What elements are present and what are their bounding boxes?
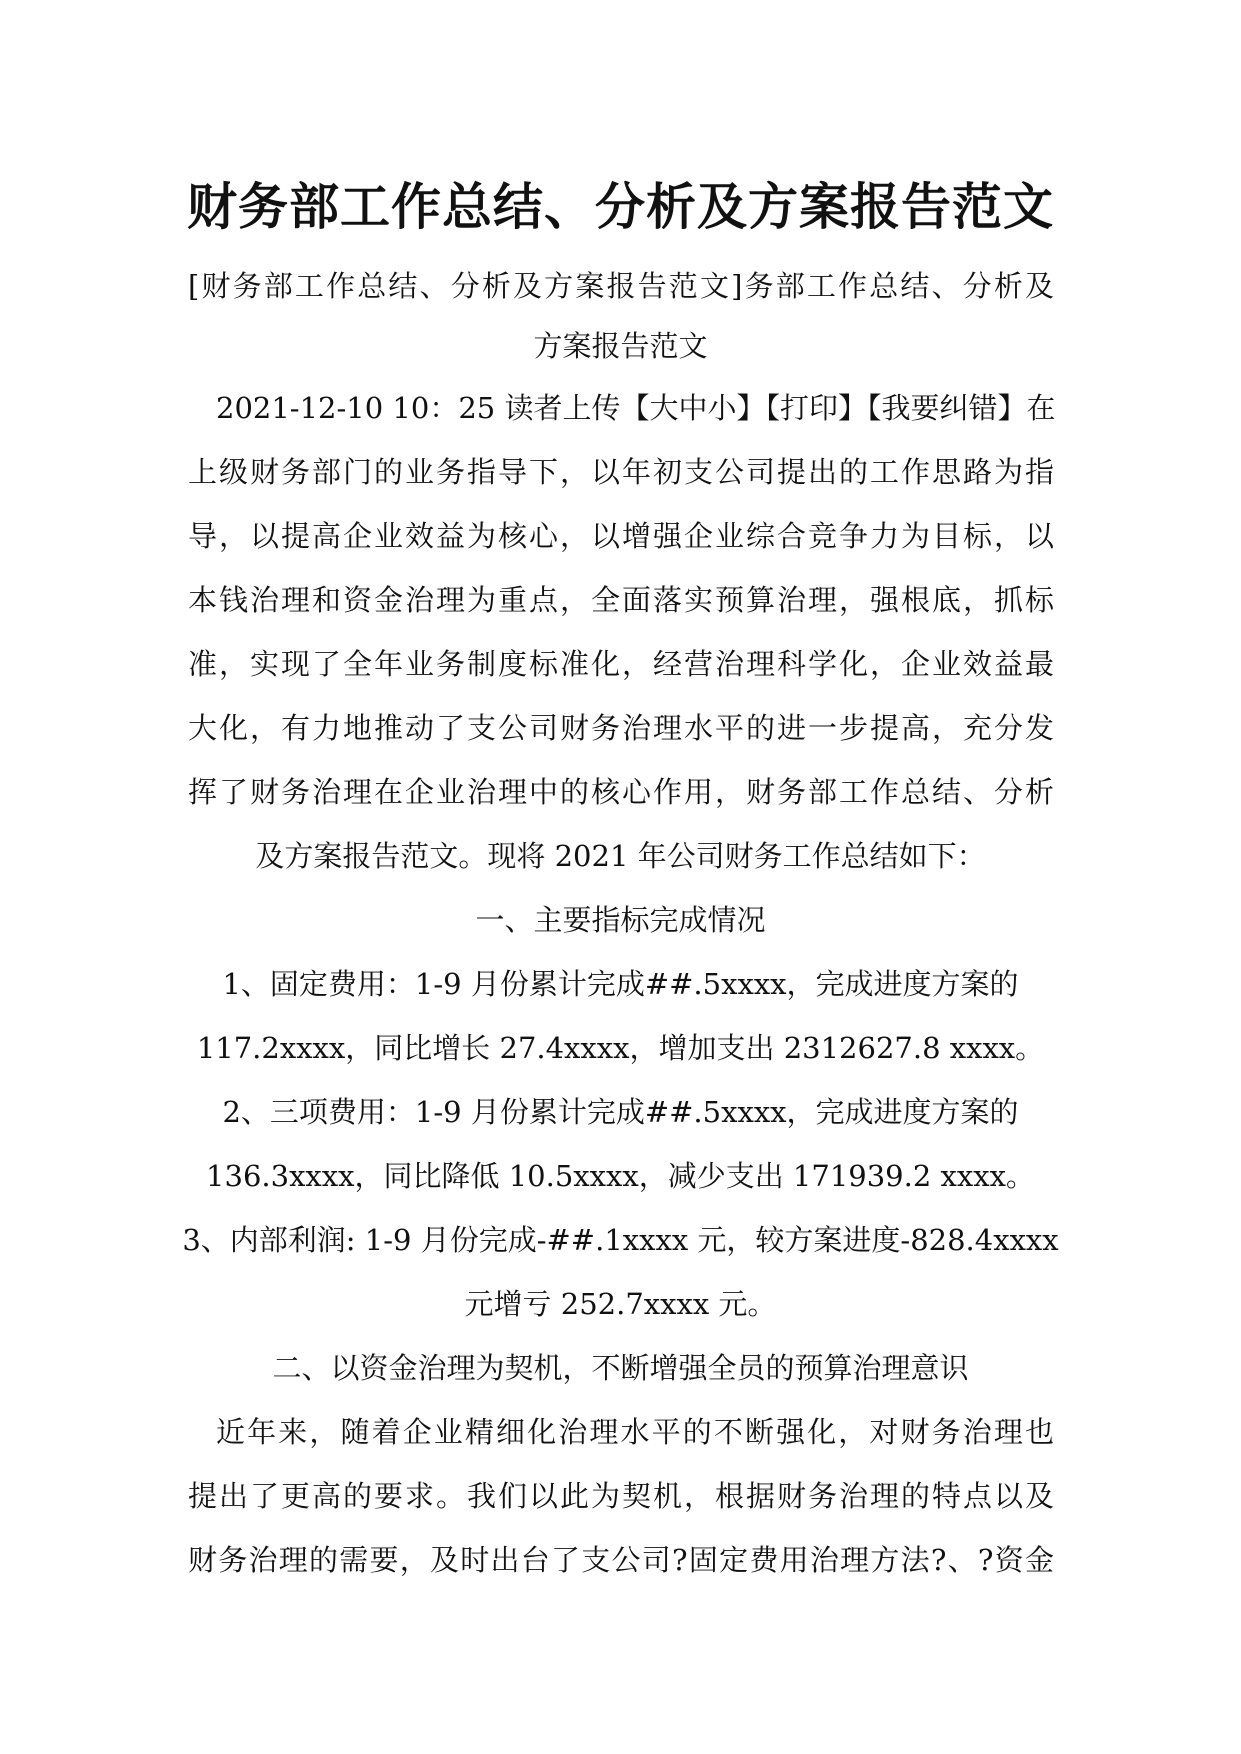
text-line: 本钱治理和资金治理为重点，全面落实预算治理，强根底，抓标 [188,583,1054,617]
text-line: 上级财务部门的业务指导下，以年初支公司提出的工作思路为指 [188,455,1054,489]
text-line: 财务治理的需要，及时出台了支公司?固定费用治理方法?、?资金 [188,1543,1054,1577]
text-line: 导，以提高企业效益为核心，以增强企业综合竞争力为目标，以 [188,519,1054,553]
section-heading: 二、以资金治理为契机，不断增强全员的预算治理意识 [272,1351,969,1385]
text-line: 136.3xxxx，同比降低 10.5xxxx，减少支出 171939.2 xxxx。 [206,1159,1035,1193]
document-title: 财务部工作总结、分析及方案报告范文 [187,177,1054,236]
text-line: 1、固定费用：1-9 月份累计完成##.5xxxx，完成进度方案的 [222,967,1019,1001]
text-line: 提出了更高的要求。我们以此为契机，根据财务治理的特点以及 [188,1479,1054,1513]
text-line: 2021-12-10 10：25 读者上传【大中小】【打印】【我要纠错】在 [216,391,1056,425]
section-heading: 一、主要指标完成情况 [475,903,766,937]
text-line: 及方案报告范文。现将 2021 年公司财务工作总结如下： [255,839,986,873]
text-line: [财务部工作总结、分析及方案报告范文]务部工作总结、分析及 [188,269,1054,303]
text-line: 近年来，随着企业精细化治理水平的不断强化，对财务治理也 [216,1415,1054,1449]
text-line: 大化，有力地推动了支公司财务治理水平的进一步提高，充分发 [188,711,1054,745]
text-line: 117.2xxxx，同比增长 27.4xxxx，增加支出 2312627.8 xxxx。 [196,1031,1045,1065]
text-line: 元增亏 252.7xxxx 元。 [464,1287,777,1321]
text-line: 挥了财务治理在企业治理中的核心作用，财务部工作总结、分析 [188,775,1054,809]
text-line: 3、内部利润: 1-9 月份完成-##.1xxxx 元，较方案进度-828.4xxxx [182,1223,1059,1257]
text-line: 2、三项费用：1-9 月份累计完成##.5xxxx，完成进度方案的 [222,1095,1019,1129]
text-line: 准，实现了全年业务制度标准化，经营治理科学化，企业效益最 [188,647,1054,681]
text-line: 方案报告范文 [533,329,708,363]
